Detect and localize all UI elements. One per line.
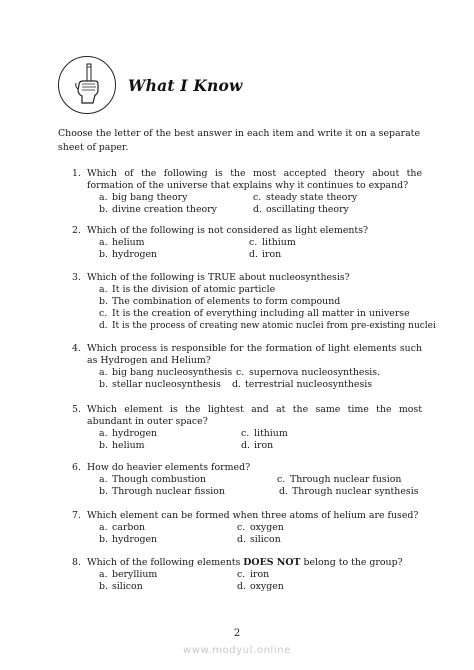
choice-d: d. oxygen (237, 581, 284, 592)
page-number: 2 (233, 628, 241, 639)
question-text: Which element is the lightest and at the same time the most abundant in outer space? (87, 404, 422, 427)
question-text: Which of the following elements DOES NOT belong to the group? (87, 557, 403, 568)
choice-b: b. The combination of elements to form compound (99, 296, 341, 307)
section-header (58, 56, 243, 114)
question-4 (72, 343, 422, 391)
choice-a: a. hydrogen (99, 428, 158, 439)
question-1 (72, 168, 422, 216)
question-text: Which element can be formed when three atoms of helium are fused? (87, 510, 419, 521)
choice-d: d. silicon (237, 534, 281, 545)
choices (99, 474, 422, 498)
choice-b: b. helium (99, 440, 145, 451)
choice-d: d. Through nuclear synthesis (279, 486, 419, 497)
choice-d: d. terrestrial nucleosynthesis (232, 379, 373, 390)
hand-holding-pencil-icon (58, 56, 116, 114)
choice-a: a. big bang nucleosynthesis (99, 367, 233, 378)
question-number: 4. (72, 343, 81, 354)
choices (99, 284, 436, 332)
choices (99, 192, 422, 216)
choice-a: a. carbon (99, 522, 146, 533)
question-text: How do heavier elements formed? (87, 462, 251, 473)
choice-d: d. iron (241, 440, 274, 451)
choice-a: a. It is the division of atomic particle (99, 284, 276, 295)
choices (99, 367, 422, 391)
choices (99, 237, 422, 261)
watermark: www.modyul.online (183, 645, 291, 656)
question-2 (72, 225, 422, 261)
question-text: Which of the following is TRUE about nucleosynthesis? (87, 272, 350, 283)
choice-c: c. iron (237, 569, 270, 580)
choice-c: c. steady state theory (253, 192, 358, 203)
choice-a: a. helium (99, 237, 145, 248)
choice-b: b. divine creation theory (99, 204, 217, 215)
choice-d: d. iron (249, 249, 282, 260)
choice-c: c. lithium (241, 428, 288, 439)
question-number: 7. (72, 510, 81, 521)
choice-c: c. It is the creation of everything including all matter in universe (99, 308, 410, 319)
choice-d: d. oscillating theory (253, 204, 349, 215)
choice-b: b. hydrogen (99, 534, 158, 545)
choice-a: a. beryllium (99, 569, 158, 580)
question-number: 8. (72, 557, 81, 568)
question-number: 2. (72, 225, 81, 236)
instructions: Choose the letter of the best answer in each item and write it on a separate sheet of paper. (58, 128, 420, 153)
question-text: Which process is responsible for the formation of light elements such as Hydrogen and Helium? (87, 343, 422, 366)
choice-c: c. supernova nucleosynthesis. (236, 367, 381, 378)
choice-b: b. silicon (99, 581, 143, 592)
question-6 (72, 462, 422, 498)
question-7 (72, 510, 422, 546)
question-number: 5. (72, 404, 81, 415)
choices (99, 522, 422, 546)
choice-b: b. stellar nucleosynthesis (99, 379, 221, 390)
choices (99, 569, 422, 593)
choice-c: c. lithium (249, 237, 296, 248)
question-number: 1. (72, 168, 81, 179)
question-3 (72, 272, 436, 332)
question-8 (72, 557, 422, 593)
choices (99, 428, 422, 452)
section-title: What I Know (128, 75, 243, 95)
choice-c: c. Through nuclear fusion (277, 474, 402, 485)
question-5 (72, 404, 422, 452)
choice-c: c. oxygen (237, 522, 284, 533)
choice-a: a. Though combustion (99, 474, 207, 485)
choice-d: d. It is the process of creating new atomic nuclei from pre-existing nuclei (99, 321, 436, 331)
choice-b: b. Through nuclear fission (99, 486, 225, 497)
choice-b: b. hydrogen (99, 249, 158, 260)
emphasis-text: DOES NOT (243, 557, 301, 568)
question-number: 6. (72, 462, 81, 473)
question-text: Which of the following is the most accepted theory about the formation of the universe that explains why it continues to expand? (87, 168, 422, 191)
choice-a: a. big bang theory (99, 192, 188, 203)
question-text: Which of the following is not considered as light elements? (87, 225, 369, 236)
question-number: 3. (72, 272, 81, 283)
